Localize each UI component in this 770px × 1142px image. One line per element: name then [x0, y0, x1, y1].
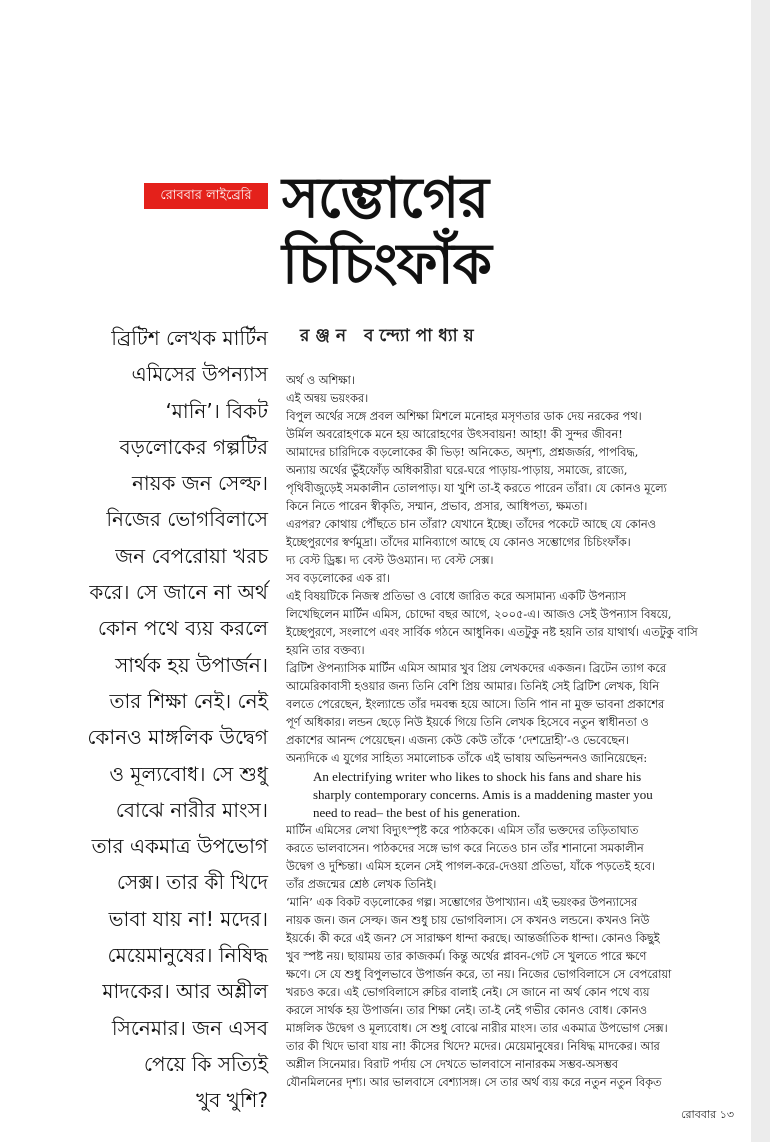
- body-line: হয়নি তার বক্তব্য।: [286, 644, 365, 657]
- body-line: উর্মিল অবরোহণকে মনে হয় আরোহণের উৎসবায়ন! আহা! কী সুন্দর জীবন!: [286, 428, 623, 441]
- pull-quote-line: খুব খুশি?: [196, 1088, 268, 1113]
- body-line: মাঙ্গলিক উদ্বেগ ও মূল্যবোধ। সে শুধু বোঝে নারীর মাংস। তার একমাত্র উপভোগ সেক্স।: [286, 1022, 668, 1035]
- body-line: খরচও করে। এই ভোগবিলাসে রুচির বালাই নেই। সে জানে না অর্থ কোন পথে ব্যয়: [286, 986, 650, 999]
- pull-quote-line: পেয়ে কি সত্যিই: [143, 1051, 268, 1076]
- body-line: সব বড়লোকের এক রা।: [286, 572, 390, 585]
- body-line: করলে সার্থক হয় উপার্জন। তার শিক্ষা নেই। তা-ই নেই গভীর কোনও বোধ। কোনও: [286, 1004, 647, 1017]
- pull-quote-line: মাদকের। আর অশ্লীল: [102, 979, 268, 1004]
- body-line: বিপুল অর্থের সঙ্গে প্রবল অশিক্ষা মিশলে মনোহর মসৃণতার ডাক দেয় নরকের পথ।: [286, 410, 642, 423]
- body-line: খুব স্পষ্ট নয়। ছায়াময় তার কাজকর্ম। কিন্তু অর্থের প্লাবন-গেট সে খুলতে পারে ক্ষণে: [286, 950, 647, 963]
- body-line: এই বিষয়টিকে নিজস্ব প্রতিভা ও বোধে জারিত করে অসামান্য একটি উপন্যাস: [286, 590, 626, 603]
- title-line: সম্ভোগের: [282, 166, 489, 231]
- pull-quote-line: করে। সে জানে না অর্থ: [89, 580, 268, 605]
- author-byline: রঞ্জন বন্দ্যোপাধ্যায়: [300, 326, 480, 346]
- pull-quote-line: সেক্স। তার কী খিদে: [116, 870, 268, 895]
- pull-quote-line: ‘মানি’। বিকট: [165, 398, 268, 423]
- pull-quote-line: ব্রিটিশ লেখক মার্টিন: [111, 326, 268, 350]
- body-line: ব্রিটিশ ঔপন্যাসিক মার্টিন এমিস আমার খুব প্রিয় লেখকদের একজন। ব্রিটেন ত্যাগ করে: [286, 662, 667, 675]
- pull-quote-line: সার্থক হয় উপার্জন।: [115, 652, 268, 677]
- body-line: লিখেছিলেন মার্টিন এমিস, চোদ্দো বছর আগে, ২০০৫-এ। আজও সেই উপন্যাস বিষয়ে,: [286, 608, 672, 621]
- body-line: করতে ভালবাসেন। পাঠকদের সঙ্গে ভাগ করে নিতেও চান তাঁর শানানো সমকালীন: [286, 842, 644, 855]
- pull-quote-line: সিনেমার। জন এসব: [111, 1015, 268, 1040]
- pull-quote-line: বড়লোকের গল্পটির: [119, 434, 268, 459]
- page-edge: [751, 0, 770, 1142]
- pull-quote-line: ও মূল্যবোধ। সে শুধু: [109, 761, 268, 786]
- body-line: ইচ্ছেপুরণের স্বর্ণমুদ্রা। তাঁদের মানিব্যাগে আছে যে কোনও সম্ভোগের চিচিংফাঁক।: [286, 536, 631, 549]
- title-line: চিচিংফাঁক: [282, 232, 491, 297]
- section-tag: রোববার লাইব্রেরি খোলা: [144, 183, 268, 209]
- body-line: বলতে পেরেছেন, ইংল্যান্ডে তাঁর দমবন্ধ হয়ে আসে। তিনি পান না মুক্ত ভাবনা প্রকাশের: [286, 698, 665, 711]
- pull-quote-line: নায়ক জন সেল্ফ।: [131, 471, 268, 496]
- english-quote-line: An electrifying writer who likes to shock his fans and share his: [313, 769, 642, 784]
- pull-quote-line: এমিসের উপন্যাস: [131, 362, 268, 387]
- body-line: আমাদের চারিদিকে বড়লোকের কী ভিড়! অনিকেত, অদৃশ্য, প্রশ্নজর্জর, পাপবিদ্ধ,: [286, 446, 639, 459]
- body-line: এরপর? কোথায় পৌঁছতে চান তাঁরা? যেখানে ইচ্ছে। তাঁদের পকেটে আছে যে কোনও: [286, 518, 656, 531]
- page-folio: রোববার ১৩: [681, 1108, 734, 1121]
- english-quote-line: need to read– the best of his generation.: [313, 805, 521, 820]
- body-line: পূর্ণ অধিকার। লন্ডন ছেড়ে নিউ ইয়র্কে গিয়ে তিনি লেখক হিসেবে নতুন স্বাধীনতা ও: [286, 716, 649, 729]
- body-line: তার কী খিদে ভাবা যায় না! কীসের খিদে? মদের। মেয়েমানুষের। নিষিদ্ধ মাদকের। আর: [286, 1040, 660, 1053]
- pull-quote: [76, 320, 268, 1119]
- body-line: পৃথিবীজুড়েই সমকালীন তোলপাড়। যা খুশি তা-ই করতে পারেন তাঁরা। যে কোনও মূল্যে: [286, 482, 667, 495]
- pull-quote-line: বোঝে নারীর মাংস।: [115, 797, 268, 822]
- body-line: ইয়র্কে। কী করে এই জন? সে সারাক্ষণ ধান্দা করছে। আন্তর্জাতিক ধান্দা। কোনও কিছুই: [286, 932, 660, 945]
- body-line: দ্য বেস্ট ড্রিঙ্ক। দ্য বেস্ট উওম্যান। দ্য বেস্ট সেক্স।: [286, 554, 494, 567]
- body-line: উদ্বেগ ও দুশ্চিন্তা। এমিস হলেন সেই পাগল-করে-দেওয়া প্রতিভা, যাঁকে পড়তেই হবে।: [286, 860, 655, 873]
- body-line: ক্ষণে। সে যে শুধু বিপুলভাবে উপার্জন করে, তা নয়। নিজের ভোগবিলাসে সে বেপরোয়া: [286, 968, 672, 981]
- body-line: ইচ্ছেপুরণে, সংলাপে এবং সার্বিক গঠনে আধুনিক। এতটুকু নষ্ট হয়নি তার যাথার্থ। এতটুকু বাসি: [286, 626, 698, 639]
- body-line: প্রকাশের আনন্দ পেয়েছেন। এজন্য কেউ কেউ তাঁকে ‘দেশদ্রোহী’-ও ভেবেছেন।: [286, 734, 629, 747]
- pull-quote-line: তার শিক্ষা নেই। নেই: [109, 688, 268, 713]
- pull-quote-line: জন বেপরোয়া খরচ: [115, 543, 268, 568]
- body-line: অন্যদিকে এ যুগের সাহিত্য সমালোচক তাঁকে এই ভাষায় অভিনন্দনও জানিয়েছেন:: [286, 752, 648, 765]
- body-line: ‘মানি’ এক বিকট বড়লোকের গল্প। সম্ভোগের উপাখ্যান। এই ভয়ংকর উপন্যাসের: [286, 896, 638, 909]
- body-line: কিনে নিতে পারেন স্বীকৃতি, সম্মান, প্রভাব, প্রসার, আধিপত্য, ক্ষমতা।: [286, 500, 588, 513]
- pull-quote-line: নিজের ভোগবিলাসে: [106, 507, 268, 532]
- body-line: আমেরিকাবাসী হওয়ার জন্য তিনি বেশি প্রিয় আমার। তিনিই সেই ব্রিটিশ লেখক, যিনি: [286, 680, 660, 693]
- body-line: তাঁর প্রজন্মের শ্রেষ্ঠ লেখক তিনিই।: [286, 878, 437, 891]
- pull-quote-line: ভাবা যায় না! মদের।: [108, 906, 268, 931]
- article-body: [286, 372, 746, 1092]
- body-line: মার্টিন এমিসের লেখা বিদ্যুৎস্পৃষ্ট করে পাঠককে। এমিস তাঁর ভক্তদের তড়িতাঘাত: [286, 824, 639, 837]
- body-line: অন্যায় অর্থের ভুঁইফোঁড় অধিকারীরা ঘরে-ঘরে পাড়ায়-পাড়ায়, সমাজে, রাজ্যে,: [286, 464, 628, 477]
- pull-quote-line: তার একমাত্র উপভোগ: [91, 834, 268, 859]
- body-line: নায়ক জন। জন সেল্ফ। জন শুধু চায় ভোগবিলাস। সে কখনও লন্ডনে। কখনও নিউ: [286, 914, 650, 927]
- english-quote-line: sharply contemporary concerns. Amis is a maddening master you: [313, 787, 653, 802]
- body-line: অর্থ ও অশিক্ষা।: [286, 374, 355, 387]
- pull-quote-line: কোন পথে ব্যয় করলে: [97, 616, 268, 641]
- article-title: [282, 166, 702, 298]
- body-line: যৌনমিলনের দৃশ্য। আর ভালবাসে বেশ্যাসঙ্গ। সে তার অর্থ ব্যয় করে নতুন নতুন বিকৃত: [286, 1076, 662, 1089]
- pull-quote-line: মেয়েমানুষের। নিষিদ্ধ: [107, 943, 268, 968]
- body-line: অশ্লীল সিনেমার। বিরাট পর্দায় সে দেখতে ভালবাসে নানারকম সম্ভব-অসম্ভব: [286, 1058, 619, 1071]
- pull-quote-line: কোনও মাঙ্গলিক উদ্বেগ: [87, 725, 268, 750]
- body-line: এই অন্বয় ভয়ংকর।: [286, 392, 369, 405]
